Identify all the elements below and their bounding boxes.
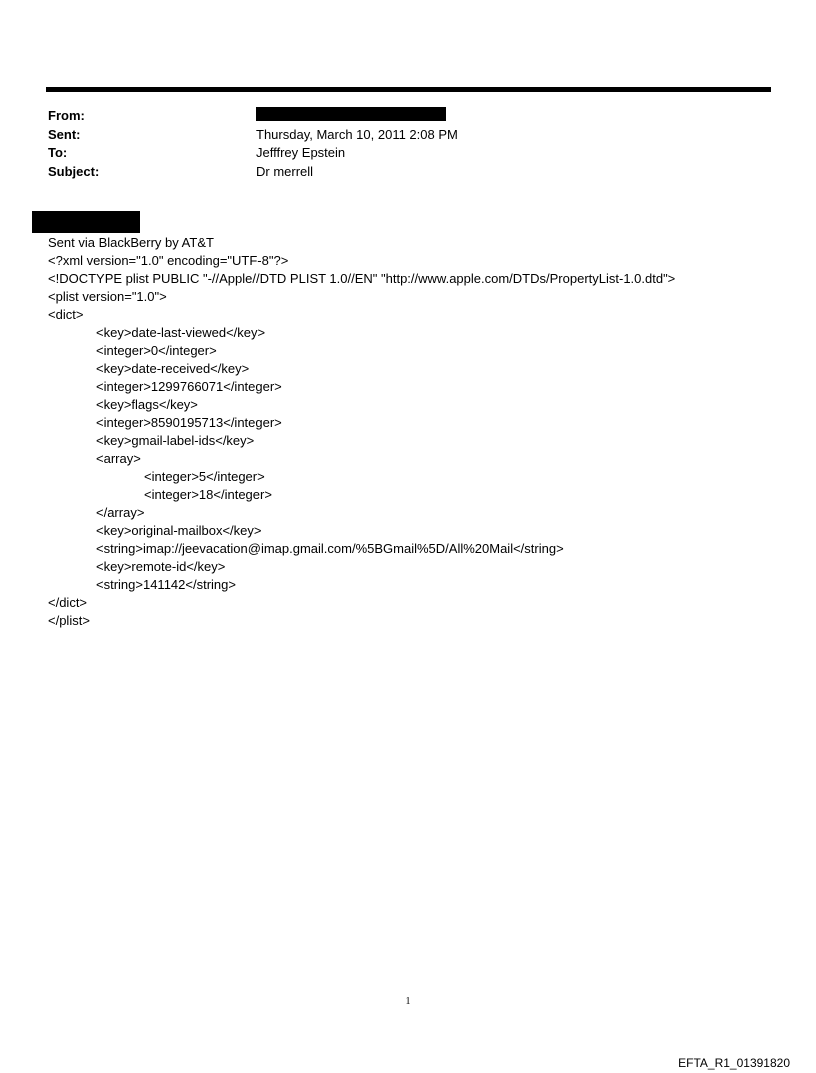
body-line: <key>remote-id</key> <box>96 559 226 574</box>
body-line: <string>imap://jeevacation@imap.gmail.com/%5BGmail%5D/All%20Mail</string> <box>96 541 564 556</box>
page-number: 1 <box>405 996 411 1007</box>
body-line: <string>141142</string> <box>96 577 236 592</box>
body-line: Sent via BlackBerry by AT&T <box>48 235 214 250</box>
sent-value: Thursday, March 10, 2011 2:08 PM <box>256 126 458 142</box>
body-line: <key>original-mailbox</key> <box>96 523 262 538</box>
from-row <box>48 107 748 126</box>
from-label: From: <box>48 108 85 123</box>
redaction-box <box>256 107 446 121</box>
email-body <box>48 234 768 630</box>
subject-label: Subject: <box>48 163 100 179</box>
body-line: </array> <box>96 505 145 520</box>
redaction-box <box>32 211 140 233</box>
to-value: Jefffrey Epstein <box>256 145 346 160</box>
to-label: To: <box>48 145 68 160</box>
body-line: <!DOCTYPE plist PUBLIC "-//Apple//DTD PLIST 1.0//EN" "http://www.apple.com/DTDs/PropertyList-1.0.dtd"> <box>48 271 676 286</box>
body-line: <plist version="1.0"> <box>48 289 167 304</box>
body-line: <key>date-received</key> <box>96 361 250 376</box>
sent-row <box>48 126 748 145</box>
body-line: <integer>5</integer> <box>144 469 265 484</box>
to-row <box>48 144 748 163</box>
body-line: <key>gmail-label-ids</key> <box>96 433 255 448</box>
sent-label: Sent: <box>48 126 81 142</box>
body-line: </dict> <box>48 595 88 610</box>
body-line: <key>flags</key> <box>96 397 198 412</box>
body-line: <integer>0</integer> <box>96 343 217 358</box>
body-line: </plist> <box>48 613 90 628</box>
body-line: <array> <box>96 451 141 466</box>
body-line: <integer>8590195713</integer> <box>96 415 282 430</box>
subject-value: Dr merrell <box>256 163 314 179</box>
subject-row <box>48 163 748 182</box>
header-divider <box>46 87 771 92</box>
bates-number: EFTA_R1_01391820 <box>678 1056 790 1070</box>
body-line: <integer>1299766071</integer> <box>96 379 282 394</box>
body-line: <?xml version="1.0" encoding="UTF-8"?> <box>48 253 289 268</box>
body-line: <dict> <box>48 307 84 322</box>
body-line: <integer>18</integer> <box>144 487 272 502</box>
body-line: <key>date-last-viewed</key> <box>96 325 266 340</box>
email-header <box>48 107 748 181</box>
